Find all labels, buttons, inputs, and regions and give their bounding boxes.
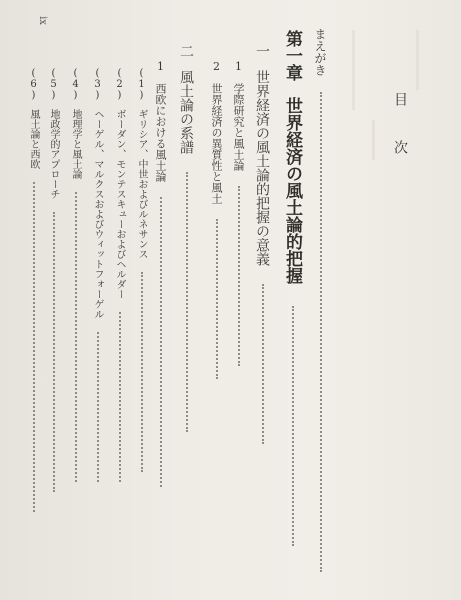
leader-dots xyxy=(51,212,55,492)
toc-title: 目 次 xyxy=(392,92,408,164)
section-title: 世界経済の風土論的把握の意義 xyxy=(254,70,270,266)
show-through-line xyxy=(416,30,419,90)
item-title: 地理学と風土論 xyxy=(70,109,81,179)
leader-dots xyxy=(95,332,99,482)
toc-subsection-2-1[interactable] xyxy=(152,60,168,487)
chapter-title: 世界経済の風土論的把握 xyxy=(282,97,302,284)
toc-chapter-1[interactable] xyxy=(280,30,305,546)
toc-item[interactable] xyxy=(46,68,61,492)
toc-item[interactable] xyxy=(26,68,41,512)
section-title: 風土論の系譜 xyxy=(178,70,194,154)
item-number: (6) xyxy=(28,68,39,101)
leader-dots xyxy=(158,197,162,487)
item-title: ヘーゲル、マルクスおよびウィットフォーゲル xyxy=(92,109,103,319)
toc-section-2[interactable] xyxy=(176,44,196,432)
item-number: (3) xyxy=(92,68,103,101)
toc-section-1[interactable] xyxy=(252,44,272,444)
item-title: ボーダン、モンテスキューおよびヘルダー xyxy=(114,109,125,299)
leader-dots xyxy=(139,272,143,472)
show-through-line xyxy=(352,30,355,110)
toc-subsection-1-2[interactable] xyxy=(208,60,224,379)
section-number: 二 xyxy=(178,44,194,58)
subsection-number: 2 xyxy=(210,60,223,73)
toc-item[interactable] xyxy=(112,68,127,482)
section-number: 一 xyxy=(254,44,270,58)
item-number: (5) xyxy=(48,68,59,101)
item-title: 地政学的アプローチ xyxy=(48,109,59,199)
toc-item[interactable] xyxy=(90,68,105,482)
toc-subsection-1-1[interactable] xyxy=(230,60,246,366)
subsection-title: 西欧における風土論 xyxy=(154,83,167,182)
item-number: (4) xyxy=(70,68,81,101)
toc-item[interactable] xyxy=(68,68,83,482)
item-title: ギリシア、中世およびルネサンス xyxy=(136,109,147,259)
toc-item[interactable] xyxy=(134,68,149,472)
preface-label: まえがき xyxy=(313,28,327,76)
subsection-title: 学際研究と風土論 xyxy=(232,83,245,171)
leader-dots xyxy=(31,182,35,512)
item-number: (2) xyxy=(114,68,125,101)
subsection-number: 1 xyxy=(154,60,167,73)
item-title: 風土論と西欧 xyxy=(28,109,39,169)
chapter-number: 第一章 xyxy=(282,30,302,81)
leader-dots xyxy=(260,284,264,444)
leader-dots xyxy=(117,312,121,482)
toc-preface[interactable] xyxy=(312,28,329,572)
leader-dots xyxy=(73,192,77,482)
leader-dots xyxy=(184,172,188,432)
subsection-number: 1 xyxy=(232,60,245,73)
leader-dots xyxy=(236,186,240,366)
leader-dots xyxy=(214,219,218,379)
show-through-line xyxy=(372,120,375,160)
leader-dots xyxy=(318,92,322,572)
leader-dots xyxy=(290,306,294,546)
item-number: (1) xyxy=(136,68,147,101)
subsection-title: 世界経済の異質性と風土 xyxy=(210,83,223,204)
page-folio: ix xyxy=(36,16,48,25)
